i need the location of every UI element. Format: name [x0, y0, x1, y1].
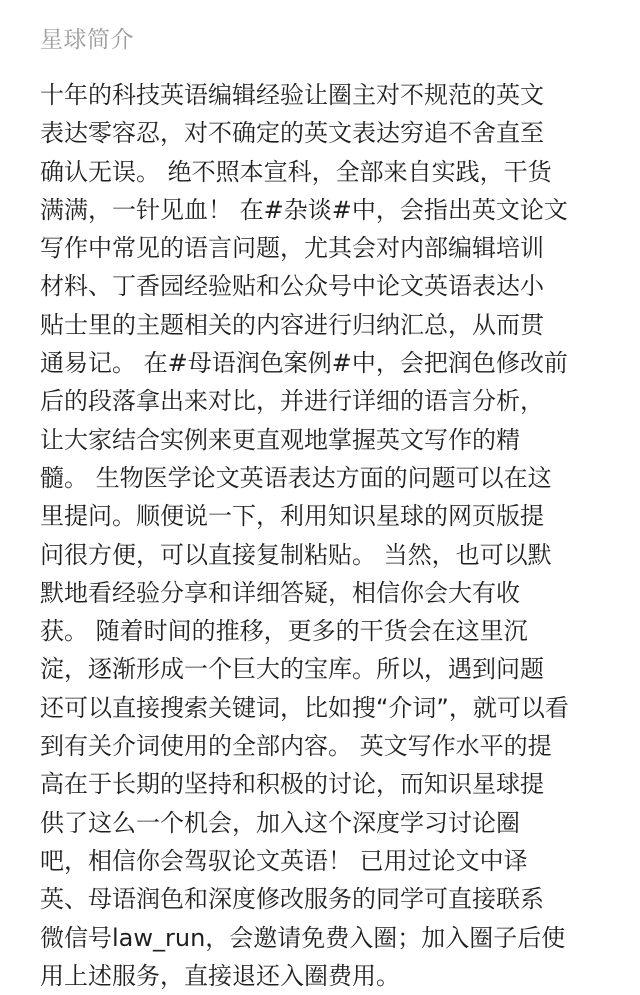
- description-line: 到有关介词使用的全部内容。 英文写作水平的提: [40, 732, 552, 761]
- description-line: 供了这么一个机会，加入这个深度学习讨论圈: [40, 808, 520, 837]
- description-line: 通易记。 在#母语润色案例#中，会把润色修改前: [40, 349, 568, 378]
- description-line: 表达零容忍，对不确定的英文表达穷追不舍直至: [40, 119, 544, 148]
- description-line: 后的段落拿出来对比，并进行详细的语言分析，: [40, 387, 544, 416]
- description-line: 微信号law_run，会邀请免费入圈；加入圈子后使: [40, 923, 566, 952]
- description-line: 里提问。顺便说一下，利用知识星球的网页版提: [40, 502, 544, 531]
- description-line: 满满，一针见血！ 在#杂谈#中，会指出英文论文: [40, 195, 568, 224]
- description-line: 还可以直接搜索关键词，比如搜“介词”，就可以看: [40, 693, 569, 722]
- description-line: 获。 随着时间的推移，更多的干货会在这里沉: [40, 617, 528, 646]
- description-line: 吧，相信你会驾驭论文英语！ 已用过论文中译: [40, 846, 528, 875]
- description-line: 髓。 生物医学论文英语表达方面的问题可以在这: [40, 463, 552, 492]
- description-line: 淀，逐渐形成一个巨大的宝库。所以，遇到问题: [40, 655, 544, 684]
- intro-description: [40, 76, 602, 995]
- description-line: 写作中常见的语言问题，尤其会对内部编辑培训: [40, 234, 544, 263]
- description-line: 问很方便，可以直接复制粘贴。 当然，也可以默: [40, 540, 552, 569]
- description-line: 英、母语润色和深度修改服务的同学可直接联系: [40, 885, 544, 914]
- description-line: 让大家结合实例来更直观地掌握英文写作的精: [40, 425, 520, 454]
- description-line: 材料、丁香园经验贴和公众号中论文英语表达小: [40, 272, 544, 301]
- page-title: 星球简介: [40, 27, 134, 53]
- description-line: 用上述服务，直接退还入圈费用。: [40, 961, 400, 990]
- description-line: 贴士里的主题相关的内容进行归纳汇总，从而贯: [40, 310, 544, 339]
- description-line: 高在于长期的坚持和积极的讨论，而知识星球提: [40, 770, 544, 799]
- description-line: 十年的科技英语编辑经验让圈主对不规范的英文: [40, 81, 544, 109]
- description-line: 默地看经验分享和详细答疑，相信你会大有收: [40, 578, 520, 607]
- description-line: 确认无误。 绝不照本宣科，全部来自实践，干货: [40, 157, 552, 186]
